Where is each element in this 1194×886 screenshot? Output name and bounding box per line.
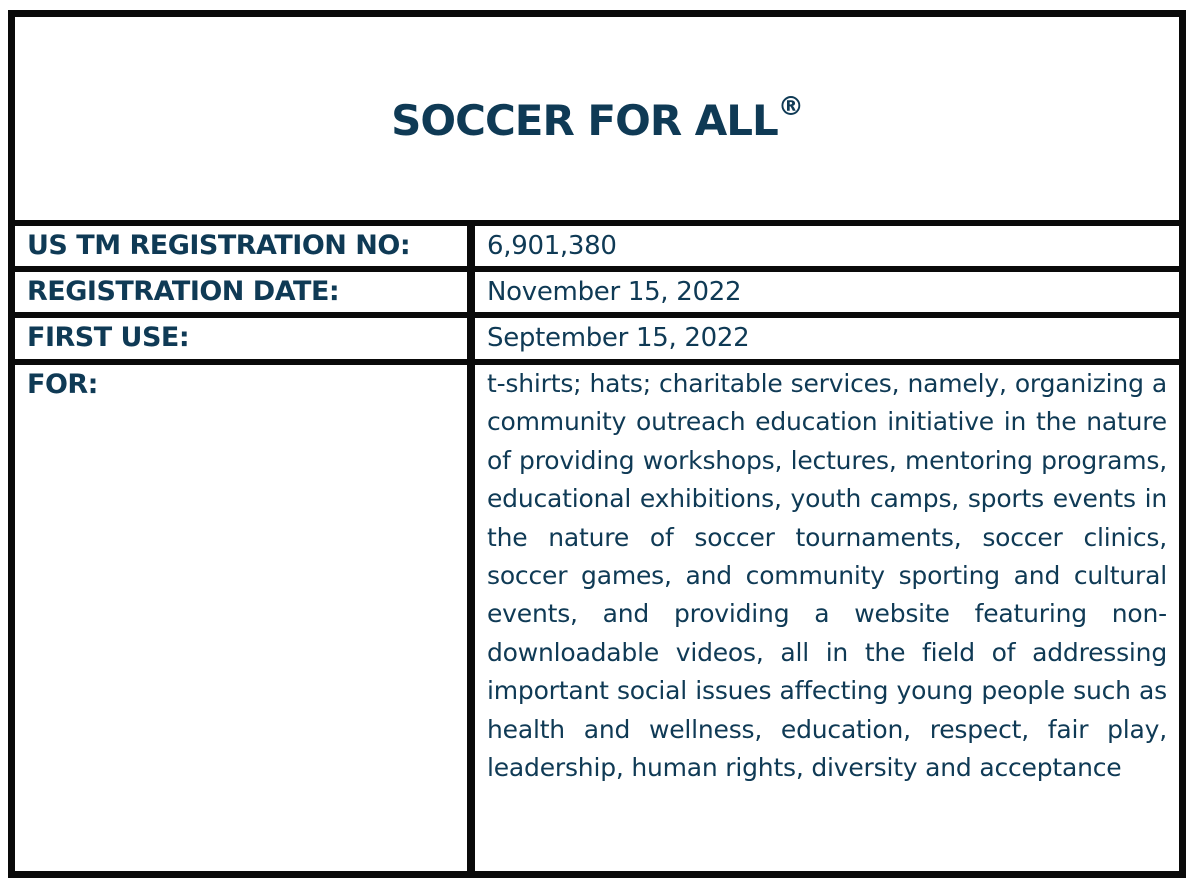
goods-services-value: t-shirts; hats; charitable services, namely, organizing a community outreach education initiative in the nature of providing workshops, lectures, mentoring programs, educational exhibitions, youth camps, sports events in the nature of soccer tournaments, soccer clinics, soccer games, and community sporting and cultural events, and providing a website featuring non-downloadable videos, all in the field of addressing important social issues affecting young people such as health and wellness, education, respect, fair play, leadership, human rights, diversity and acceptance — [475, 365, 1179, 871]
registered-mark: ® — [777, 92, 803, 122]
registration-number-label: US TM REGISTRATION NO: — [15, 226, 467, 266]
registration-date-value: November 15, 2022 — [475, 272, 1179, 312]
first-use-value: September 15, 2022 — [475, 318, 1179, 359]
trademark-title — [391, 92, 803, 145]
first-use-label: FIRST USE: — [15, 318, 467, 359]
trademark-card — [8, 10, 1186, 878]
registration-date-label: REGISTRATION DATE: — [15, 272, 467, 312]
trademark-name: SOCCER FOR ALL — [391, 96, 778, 145]
title-cell — [15, 17, 1179, 220]
registration-number-value: 6,901,380 — [475, 226, 1179, 266]
goods-services-label: FOR: — [15, 365, 467, 871]
